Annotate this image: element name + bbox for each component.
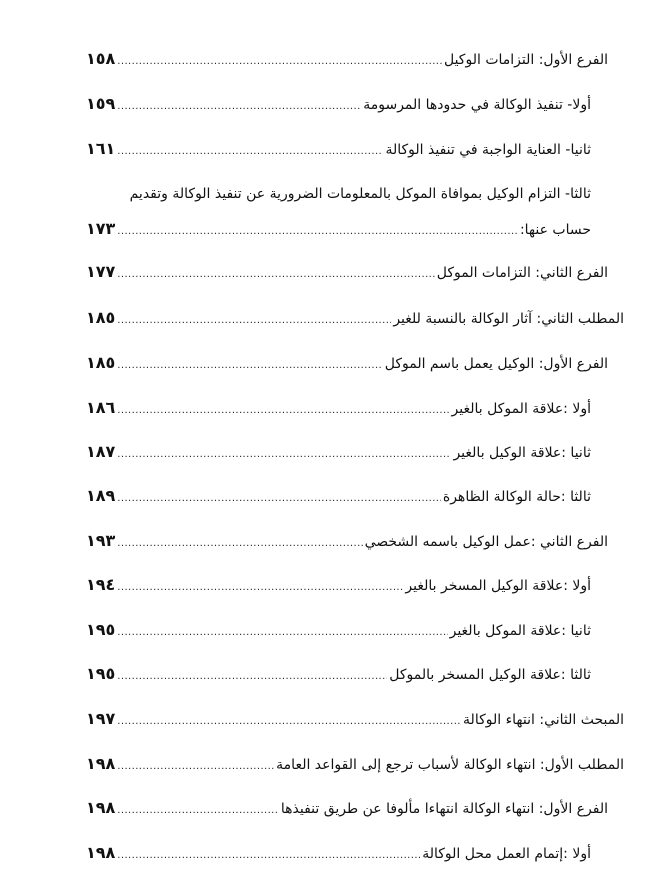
toc-entry-title: ثانيا :علاقة الوكيل بالغير (453, 445, 591, 461)
toc-entry[interactable] (86, 660, 591, 688)
toc-entry-title: الفرع الأول: التزامات الوكيل (443, 52, 608, 68)
page-number: ١٩٨ (86, 754, 116, 773)
dot-leader (117, 138, 383, 166)
toc-entry-title: أولا- تنفيذ الوكالة في حدودها المرسومة (363, 97, 591, 113)
dot-leader (117, 48, 442, 76)
toc-entry[interactable] (86, 394, 591, 422)
dot-leader (117, 619, 447, 647)
toc-entry[interactable] (86, 616, 591, 644)
dot-leader (117, 485, 441, 513)
page-number: ١٩٣ (86, 531, 116, 550)
toc-entry[interactable] (86, 794, 608, 822)
toc-entry-title: أولا :علاقة الوكيل المسخر بالغير (405, 578, 591, 594)
toc-entry-title: الفرع الثاني: التزامات الموكل (436, 265, 608, 281)
dot-leader (117, 397, 449, 425)
toc-entry[interactable] (86, 438, 591, 466)
dot-leader (117, 93, 361, 121)
toc-entry-title: أولا :إتمام العمل محل الوكالة (422, 846, 591, 862)
page-number: ١٥٨ (86, 49, 116, 68)
toc-entry[interactable] (86, 839, 591, 867)
page-number: ١٩٤ (86, 575, 116, 594)
dot-leader (117, 530, 362, 558)
toc-entry-title: المطلب الثاني: آثار الوكالة بالنسبة للغير (393, 311, 624, 327)
toc-entry[interactable] (86, 258, 608, 286)
page-number: ١٩٨ (86, 798, 116, 817)
page-number: ١٨٥ (86, 353, 116, 372)
dot-leader (117, 708, 461, 736)
page-number: ١٦١ (86, 139, 116, 158)
page-number: ١٧٣ (86, 219, 116, 238)
toc-entry[interactable] (86, 482, 591, 510)
dot-leader (117, 663, 387, 691)
page-number: ١٨٦ (86, 398, 116, 417)
toc-entry-title: الفرع الثاني :عمل الوكيل باسمه الشخصي (364, 534, 608, 550)
dot-leader (117, 842, 420, 870)
dot-leader (117, 261, 434, 289)
page-number: ١٨٧ (86, 442, 116, 461)
toc-entry-title: ثانيا :علاقة الموكل بالغير (449, 623, 591, 639)
toc-entry-title-line1: ثالثا- التزام الوكيل بموافاة الموكل بالمعلومات الضرورية عن تنفيذ الوكالة وتقديم (129, 186, 591, 202)
dot-leader (117, 218, 518, 246)
page-number: ١٨٥ (86, 308, 116, 327)
page-number: ١٨٩ (86, 486, 116, 505)
toc-entry[interactable] (86, 215, 591, 243)
dot-leader (117, 352, 382, 380)
dot-leader (117, 753, 274, 781)
page-number: ١٥٩ (86, 94, 116, 113)
toc-entry-title: ثالثا :علاقة الوكيل المسخر بالموكل (389, 667, 591, 683)
toc-entry-title: ثالثا :حالة الوكالة الظاهرة (442, 489, 591, 505)
page-number: ١٧٧ (86, 262, 116, 281)
toc-entry-title: المبحث الثاني: انتهاء الوكالة (463, 712, 624, 728)
toc-entry[interactable] (86, 304, 624, 332)
page-number: ١٩٥ (86, 620, 116, 639)
dot-leader (117, 797, 279, 825)
dot-leader (117, 574, 403, 602)
page-number: ١٩٥ (86, 664, 116, 683)
toc-entry[interactable] (86, 750, 624, 778)
toc-entry-title: أولا :علاقة الموكل بالغير (451, 401, 591, 417)
toc-entry[interactable] (86, 527, 608, 555)
page-number: ١٩٧ (86, 709, 116, 728)
dot-leader (117, 307, 391, 335)
toc-entry-title: الفرع الأول: انتهاء الوكالة انتهاءا مألوفا عن طريق تنفيذها (280, 801, 608, 817)
toc-entry-title: المطلب الأول: انتهاء الوكالة لأسباب ترجع إلى القواعد العامة (276, 757, 624, 773)
toc-entry[interactable] (86, 349, 608, 377)
toc-entry[interactable] (86, 705, 624, 733)
toc-entry-title: الفرع الأول: الوكيل يعمل باسم الموكل (384, 356, 608, 372)
toc-entry-title: ثانيا- العناية الواجبة في تنفيذ الوكالة (385, 142, 591, 158)
dot-leader (117, 441, 451, 469)
toc-entry-title: حساب عنها: (519, 222, 591, 238)
toc-entry[interactable] (86, 135, 591, 163)
page-number: ١٩٨ (86, 843, 116, 862)
toc-entry[interactable] (86, 90, 591, 118)
toc-entry[interactable] (86, 45, 608, 73)
toc-entry[interactable] (86, 571, 591, 599)
